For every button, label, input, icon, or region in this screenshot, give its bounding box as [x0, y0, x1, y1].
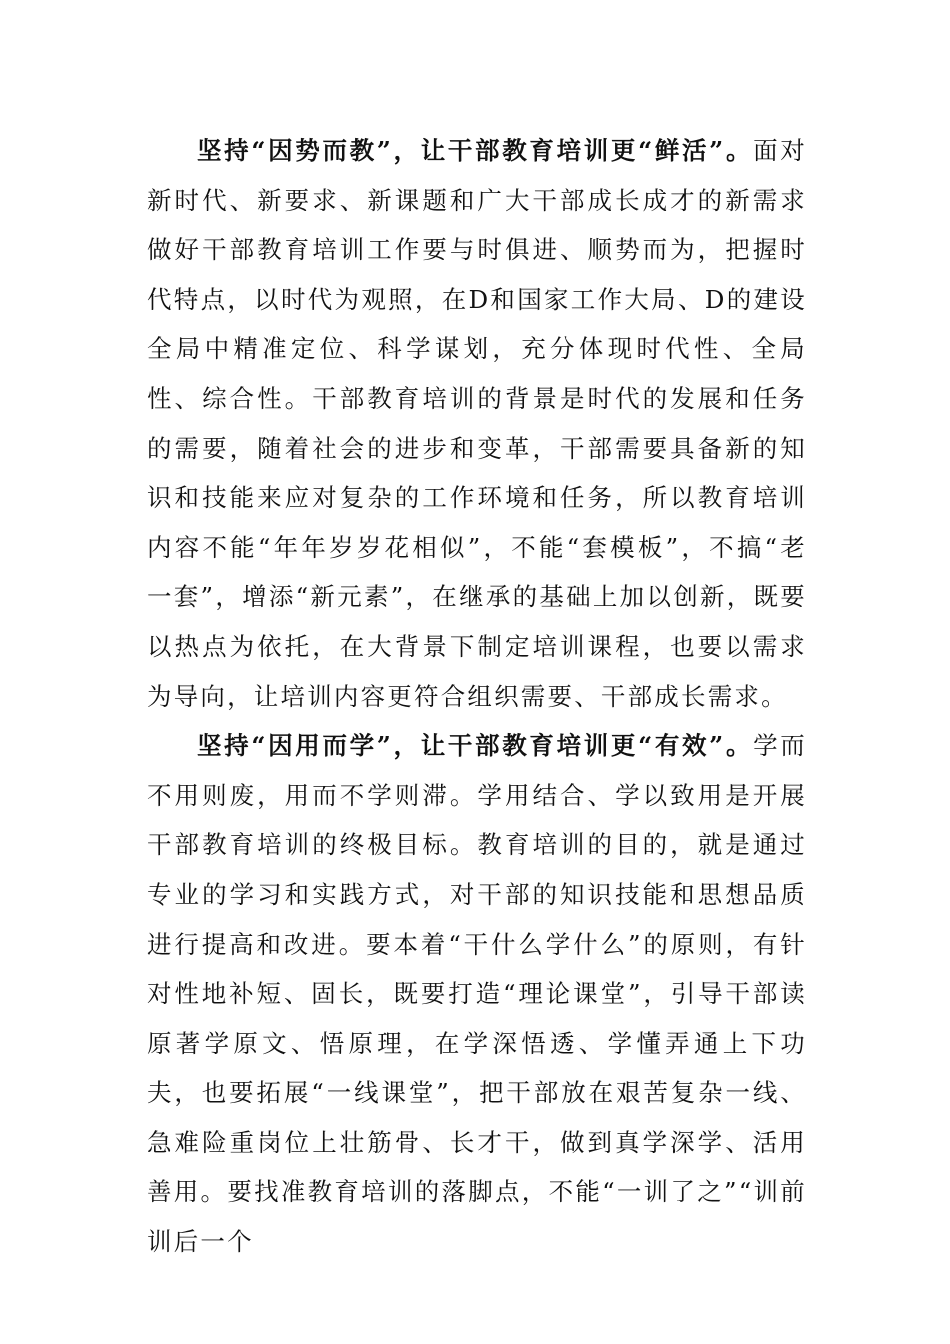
- paragraph-2: [147, 721, 807, 1267]
- paragraph-1-body: 面对新时代、新要求、新课题和广大干部成长成才的新需求做好干部教育培训工作要与时俱进、顺势而为，把握时代特点，以时代为观照，在D和国家工作大局、D的建设全局中精准定位、科学谋划，充分体现时代性、全局性、综合性。干部教育培训的背景是时代的发展和任务的需要，随着社会的进步和变革，干部需要具备新的知识和技能来应对复杂的工作环境和任务，所以教育培训内容不能“年年岁岁花相似”，不能“套模板”，不搞“老一套”，增添“新元素”，在继承的基础上加以创新，既要以热点为依托，在大背景下制定培训课程，也要以需求为导向，让培训内容更符合组织需要、干部成长需求。: [147, 136, 807, 711]
- body-text: [147, 126, 807, 1267]
- paragraph-1: [147, 126, 807, 721]
- paragraph-2-lead: 坚持“因用而学”，让干部教育培训更“有效”。: [197, 731, 754, 761]
- paragraph-2-body: 学而不用则废，用而不学则滞。学用结合、学以致用是开展干部教育培训的终极目标。教育培训的目的，就是通过专业的学习和实践方式，对干部的知识技能和思想品质进行提高和改进。要本着“干什么学什么”的原则，有针对性地补短、固长，既要打造“理论课堂”，引导干部读原著学原文、悟原理，在学深悟透、学懂弄通上下功夫，也要拓展“一线课堂”，把干部放在艰苦复杂一线、急难险重岗位上壮筋骨、长才干，做到真学深学、活用善用。要找准教育培训的落脚点，不能“一训了之”“训前训后一个: [147, 731, 807, 1257]
- paragraph-1-lead: 坚持“因势而教”，让干部教育培训更“鲜活”。: [197, 136, 754, 165]
